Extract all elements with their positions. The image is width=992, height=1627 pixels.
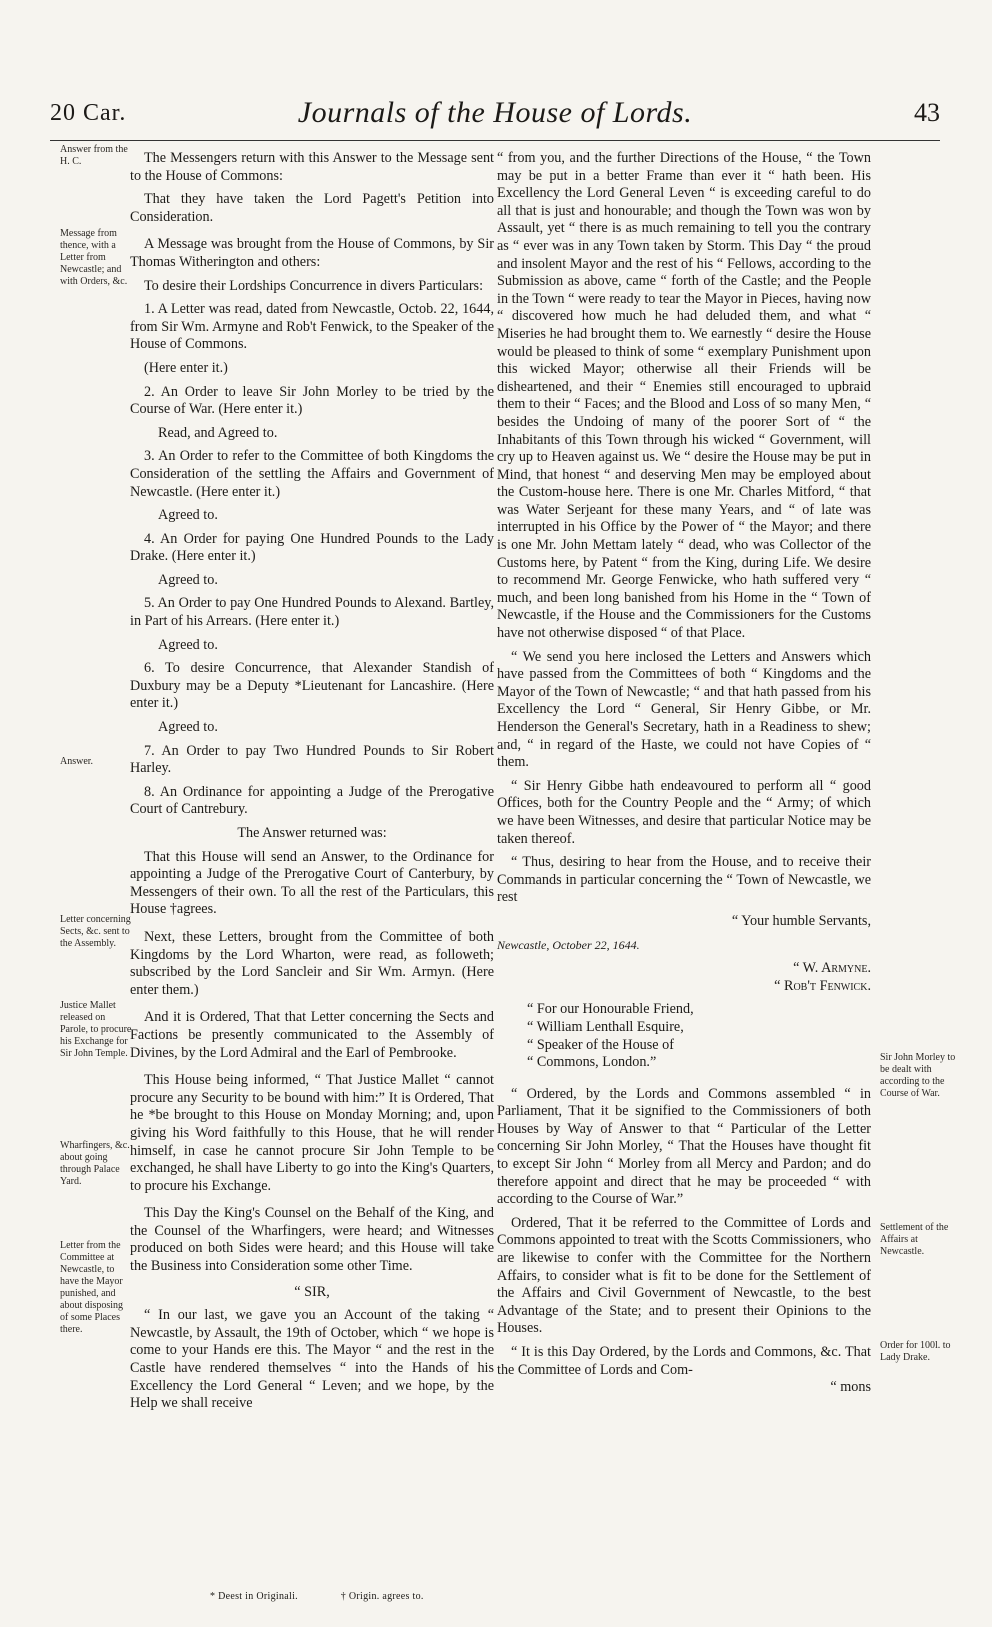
list-item: 7. An Order to pay Two Hundred Pounds to Sir Robert Harley. [130, 742, 494, 777]
paragraph: “ Sir Henry Gibbe hath endeavoured to perform all “ good Offices, both for the Country People and the “ Army; of which we have been Witnesses, and desire that particular Notice may be taken thereof. [497, 777, 871, 847]
paragraph: “ Ordered, by the Lords and Commons assembled “ in Parliament, That it be signified to the Commissioners of both Houses by Way of Answer to that “ Particular of the Letter concerning Sir John Morley, “ That the Houses have thought fit to except Sir John “ Morley from all Mercy and Pardon; and do therefore appoint and direct that he may be proceeded “ with according to the Course of War.” [497, 1085, 871, 1208]
note: Agreed to. [158, 636, 218, 653]
header-rule [50, 140, 940, 141]
note: Agreed to. [158, 507, 218, 524]
margin-note-john-morley: Sir John Morley to be dealt with according to the Course of War. [880, 1052, 956, 1099]
paragraph: “ Thus, desiring to hear from the House, and to receive their Commands in particular concerning the “ Town of Newcastle, we rest [497, 854, 871, 906]
margin-note-wharfingers: Wharfingers, &c. about going through Palace Yard. [60, 1140, 130, 1187]
list-item: 4. An Order for paying One Hundred Pounds to the Lady Drake. (Here enter it.) [130, 530, 494, 565]
paragraph: That they have taken the Lord Pagett's Petition into Consideration. [130, 191, 494, 225]
paragraph: The Messengers return with this Answer to the Message sent to the House of Commons: [130, 150, 494, 184]
margin-note-lady-drake: Order for 100l. to Lady Drake. [880, 1340, 951, 1363]
margin-note-committee-letter: Letter from the Committee at Newcastle, to have the Mayor punished, and about disposing of some Places there. [60, 1240, 124, 1335]
note: Agreed to. [158, 719, 218, 736]
address-line: “ Commons, London.” [527, 1054, 657, 1071]
paragraph: And it is Ordered, That that Letter concerning the Sects and Factions be presently communicated to the Assembly of Divines, by the Lord Admiral and the Earl of Pembrooke. [130, 1009, 494, 1061]
list-item: 1. A Letter was read, dated from Newcastle, Octob. 22, 1644, from Sir Wm. Armyne and Rob't Fenwick, to the Speaker of the House of Commons. [130, 301, 494, 353]
salutation: “ SIR, [294, 1283, 330, 1300]
catchword: “ mons [830, 1379, 871, 1396]
note: Read, and Agreed to. [158, 424, 278, 441]
address-line: “ For our Honourable Friend, [527, 1001, 694, 1018]
paragraph: To desire their Lordships Concurrence in divers Particulars: [144, 277, 484, 294]
left-column [130, 150, 494, 1419]
paragraph: A Message was brought from the House of Commons, by Sir Thomas Witherington and others: [130, 236, 494, 270]
paragraph: “ We send you here inclosed the Letters and Answers which have passed from the Committees of both “ Kingdoms and the Mayor of the Town of Newcastle; “ and that hath passed from his Excellency the Lord “ General, Sir Henry Gibbe, or Mr. Henderson the General's Secretary, hath in a Readiness to shew; and, “ in regard of the Haste, we could not have Copies of “ them. [497, 648, 871, 771]
page-number: 43 [914, 98, 940, 127]
list-item: 5. An Order to pay One Hundred Pounds to Alexand. Bartley, in Part of his Arrears. (Here enter it.) [130, 595, 494, 630]
paragraph: “ In our last, we gave you an Account of the taking “ Newcastle, by Assault, the 19th of October, which “ we hope is come to your Hands ere this. The Mayor “ and the rest in the Castle have rendered themselves “ into the Hands of his Excellency the Lord General “ Leven; and we hope, by the Help we shall receive [130, 1307, 494, 1412]
page-header [50, 96, 940, 140]
footnote-origin: † Origin. agrees to. [340, 1591, 424, 1602]
address-line: “ Speaker of the House of [527, 1036, 674, 1053]
margin-note-sects-letter: Letter concerning Sects, &c. sent to the Assembly. [60, 914, 131, 949]
closing: “ Your humble Servants, [731, 912, 871, 929]
running-title: Journals of the House of Lords. [297, 96, 693, 129]
margin-note-answer-hc: Answer from the H. C. [60, 144, 128, 167]
list-item: 2. An Order to leave Sir John Morley to be tried by the Course of War. (Here enter it.) [130, 383, 494, 418]
margin-note-answer: Answer. [60, 756, 94, 767]
margin-note-message-newcastle: Message from thence, with a Letter from Newcastle; and with Orders, &c. [60, 228, 128, 287]
list-item: 6. To desire Concurrence, that Alexander Standish of Duxbury may be a Deputy *Lieutenant for Lancashire. (Here enter it.) [130, 660, 494, 712]
regnal-year: 20 Car. [50, 100, 127, 126]
note: (Here enter it.) [144, 359, 228, 376]
margin-note-justice-mallet: Justice Mallet released on Parole, to procure his Exchange for Sir John Temple. [60, 1000, 132, 1059]
paragraph: This House being informed, “ That Justice Mallet “ cannot procure any Security to be bound with him:” It is Ordered, That he *be brought to this House on Monday Morning; and, upon giving his Word faithfully to this House, that he will render himself, in case he cannot procure Sir John Temple to be exchanged, he shall have Liberty to go into the King's Quarters, to procure his Exchange. [130, 1072, 494, 1194]
paragraph: This Day the King's Counsel on the Behalf of the King, and the Counsel of the Wharfingers, were heard; and Witnesses produced on both Sides were heard; and this House will take the Business into Consideration some other Time. [130, 1205, 494, 1275]
paragraph: “ from you, and the further Directions of the House, “ the Town may be put in a better Frame than ever it “ hath been. His Excellency the Lord General Leven “ is exceeding careful to do all that is just and honourable; and though the Town was won by Assault, yet “ there is as much remaining to tell you the contrary as “ ever was in any Town taken by Storm. This Day “ the proud and insolent Mayor and the rest of his “ Fellows, according to the Submission as above, came “ forth of the Castle; and the People in the Town “ were ready to tear the Mayor in Pieces, having now “ discovered how much he had deluded them, and what “ Miseries he had brought them to. We earnestly “ desire the House would be pleased to think of some “ exemplary Punishment upon this wicked Mayor; otherwise all their Friends will be disheartened, and their “ Enemies still encouraged to upbraid them to their “ Faces; and the Blood and Loss of so many Men, “ besides the Undoing of many of the poorer Sort of “ the Inhabitants of this Town through his wicked “ Government, will cry up to Heaven against us. We “ desire the House may be put in Mind, that honest “ and deserving Men may be employed about the Custom-house here. There is one Mr. Charles Mitford, “ that was Water Serjeant for these many Years, and “ of late was interrupted in his Office by the Power of “ the Mayor; and there is one Mr. John Mettam lately “ dead, who was Collector of the Customs here, by Patent “ from the King, during Life. We desire to recommend Mr. George Fenwicke, who hath suffered very “ much, and been long banished from his Home in the “ Town of Newcastle, if the House and the Commissioners for the Customs have not otherwise disposed “ of that Place. [497, 150, 871, 642]
list-item: 3. An Order to refer to the Committee of both Kingdoms the Consideration of the settling the Affairs and Government of Newcastle. (Here enter it.) [130, 448, 494, 500]
note: Agreed to. [158, 571, 218, 588]
right-column [497, 150, 871, 1403]
subheading: The Answer returned was: [237, 825, 387, 841]
letter-date: Newcastle, October 22, 1644. [497, 937, 640, 952]
signature: “ W. Armyne. [793, 960, 871, 977]
paragraph: Next, these Letters, brought from the Committee of both Kingdoms by the Lord Wharton, were read, as followeth; subscribed by the Lord Sancleir and Sir Wm. Armyn. (Here enter them.) [130, 928, 494, 998]
address-line: “ William Lenthall Esquire, [527, 1018, 684, 1035]
paragraph: Ordered, That it be referred to the Committee of Lords and Commons appointed to treat with the Scotts Commissioners, who are likewise to confer with the Committee for the Northern Affairs, to consider what is fit to be done for the Settlement of the Affairs and Civil Government of Newcastle, to the best Advantage of the State; and to present their Opinions to the Houses. [497, 1214, 871, 1337]
footnotes [210, 1591, 464, 1602]
paragraph: That this House will send an Answer, to the Ordinance for appointing a Judge of the Prerogative Court of Canterbury, by Messengers of their own. To all the rest of the Particulars, this House †agrees. [130, 848, 494, 918]
list-item: 8. An Ordinance for appointing a Judge of the Prerogative Court of Cantrebury. [130, 783, 494, 818]
signature: “ Rob't Fenwick. [774, 977, 871, 994]
footnote-deest: * Deest in Originali. [210, 1591, 298, 1602]
paragraph: “ It is this Day Ordered, by the Lords and Commons, &c. That the Committee of Lords and Com- [497, 1344, 871, 1378]
margin-note-settlement: Settlement of the Affairs at Newcastle. [880, 1222, 949, 1257]
